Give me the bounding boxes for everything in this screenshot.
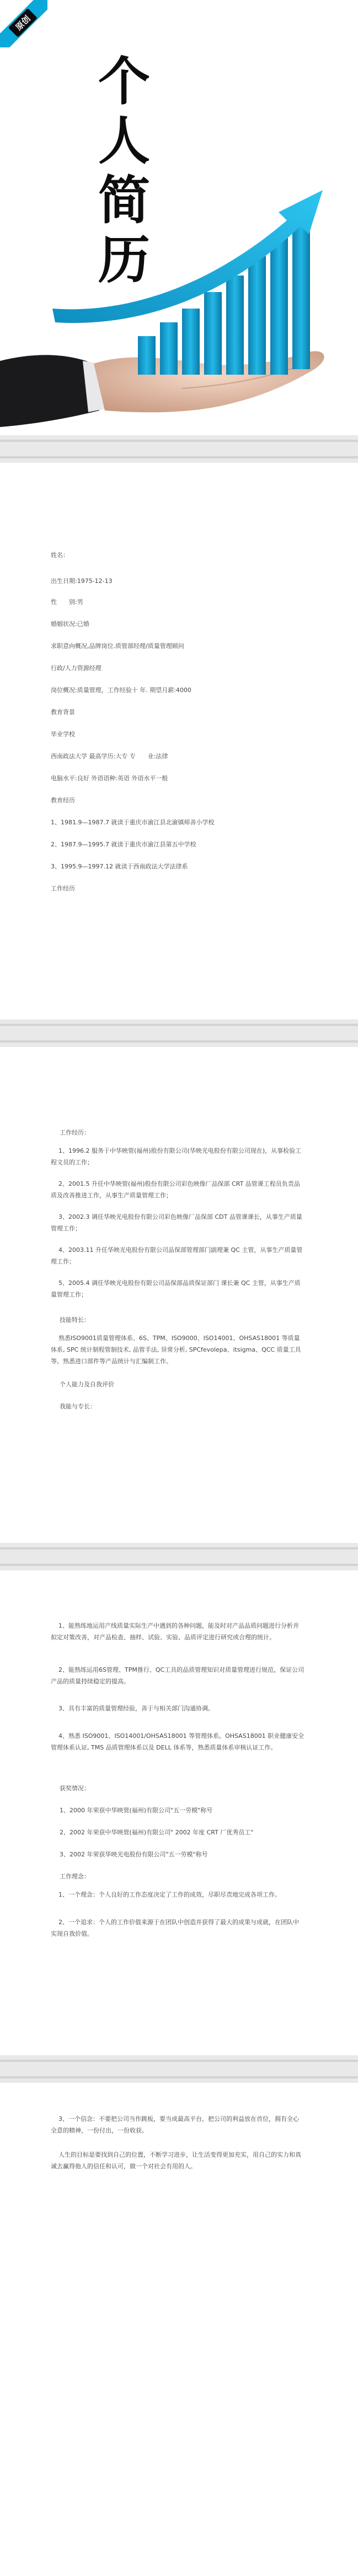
strengths-label: 我能与专长： — [60, 1403, 96, 1410]
computer-language: 电脑水平:良好 外语语种:英语 外语水平一般 — [51, 775, 168, 782]
ability-item-1: 1、能熟练地运用产线质量实际生产中遇到的各种问题，能及时对产品品质问题进行分析并拟定对策改善，对产品检查、抽样、试验、实验、品质评定进行研究或合理的统计。 — [51, 1622, 299, 1641]
philosophy-item-2: 2、一个追求：个人的工作价值来源于在团队中创造并获得了最大的成果与成就，在团队中实现自我价值。 — [51, 1919, 299, 1937]
cover-page — [0, 0, 358, 435]
work-item-3: 3、2002.3 调任华映光电股份有限公司彩色映像厂品保部 CDT 品管课课长，从事生产质量管理工作； — [51, 1213, 302, 1232]
name-label: 姓名： — [51, 552, 69, 559]
awards-heading: 获奖情况： — [60, 1785, 90, 1792]
philosophy-item-1: 1、一个理念：个人良好的工作态度决定了工作的成效，尽职尽责地完成各项工作。 — [58, 1891, 281, 1898]
abilities-page — [0, 1570, 358, 2055]
birth-date: 出生日期:1975-12-13 — [51, 577, 113, 585]
work-heading: 工作经历： — [60, 1129, 90, 1136]
gender: 性 别:男 — [51, 598, 83, 606]
job-intent: 求职意向概况,品牌岗位.质管部经理/质量管理顾问 — [51, 642, 184, 650]
skills-heading: 技能特长： — [60, 1316, 90, 1324]
ability-item-4: 4、熟悉 ISO9001、ISO14001/OHSAS18001 等管理体系。OHSAS18001 职业健康安全管理体系认证, TMS 品质管理体系以及 DELL 体系等，熟悉质量体系审核认证工作。 — [51, 1732, 304, 1751]
title-char-4: 历 — [98, 230, 150, 290]
education-heading: 教育背景 — [51, 709, 75, 716]
hand-chart-illustration — [0, 0, 358, 435]
work-item-4: 4、2003.11 升任华映光电股份有限公司品保部管理部门副理兼 QC 主管，从事生产质量管理工作； — [51, 1246, 303, 1265]
work-item-1: 1、1996.2 服务于中华映管(福州)股份有限公司(华映光电股份有限公司现在)，从事检验工程文员的工作； — [51, 1147, 302, 1166]
basic-info-page — [0, 463, 358, 1019]
ability-item-2: 2、能熟练运用6S管理、TPM推行、QC工具的品质管理知识对质量管理进行规范，保证公司产品的质量持续稳定的提高。 — [51, 1666, 304, 1685]
work-history-heading: 工作经历 — [51, 885, 75, 892]
school-heading: 毕业学校 — [51, 731, 75, 738]
ability-item-3: 3、具有丰富的质量管理经验，善于与相关部门沟通协调。 — [58, 1705, 214, 1712]
work-history-page — [0, 1047, 358, 1543]
edu-item-2: 2、1987.9—1995.7 就读于重庆市渝江县第五中学校 — [51, 841, 196, 848]
page-separator — [0, 1543, 358, 1570]
award-item-1: 1、2000 年荣获中华映管(福州)有限公司"五一劳模"称号 — [60, 1807, 213, 1814]
work-item-5: 5、2005.4 调任华映光电股份有限公司品保部品质保证部门 课长兼 QC 主管，从事生产质量管理工作； — [51, 1279, 301, 1298]
edu-item-3: 3、1995.9—1997.12 就读于西南政法大学法律系 — [51, 863, 188, 870]
marital-status: 婚姻状况:已婚 — [51, 620, 89, 628]
page-separator — [0, 1019, 358, 1047]
title-char-1: 个 — [98, 52, 150, 112]
belief-item-3: 3、一个信念：不要把公司当作跳板，要当成最高平台，把公司的利益放在首位，拥有全心全意的精神，一份付出，一份收获。 — [51, 2115, 299, 2134]
skills-text: 熟悉ISO9001质量管理体系、6S、TPM、ISO9000、ISO14001、OHSAS18001 等质量体系, SPC 统计制程管制技术, 品管手法, 异常分析, SPCfevolepa、itsigma、QCC 质量工具等。熟悉进口部件等产品统计与汇编制工作。 — [51, 1335, 301, 1365]
page-separator — [0, 435, 358, 463]
title-char-2: 人 — [98, 111, 150, 171]
award-item-3: 3、2002 年荣获华映光电股份有限公司"五一劳模"称号 — [60, 1851, 208, 1858]
page-separator — [0, 2055, 358, 2083]
philosophy-heading: 工作理念： — [60, 1873, 90, 1880]
job-intent-2: 行政/人力资源经理 — [51, 665, 101, 672]
award-item-2: 2、2002 年荣获中华映管(福州)有限公司" 2002 年度 CRT 厂优秀员工" — [60, 1829, 254, 1836]
title-char-3: 简 — [98, 171, 150, 231]
edu-history-heading: 教育经历 — [51, 797, 75, 804]
self-eval-heading: 个人能力及自我评价 — [60, 1381, 114, 1388]
school-info: 西南政法大学 最高学历:大专 专 业:法律 — [51, 753, 168, 760]
position-summary: 岗位概况:质量管理，工作经验十 年. 期望月薪:4000 — [51, 687, 191, 694]
suit-sleeve — [0, 355, 105, 427]
life-goal-text: 人生的目标是要找到自己的位置，不断学习进步，让生活变得更加充实，用自己的实力和真诚去赢得他人的信任和认可，做一个对社会有用的人。 — [51, 2151, 301, 2170]
edu-item-1: 1、1981.9—1987.7 就读于重庆市渝江县北渝镇师善小学校 — [51, 819, 215, 826]
badge-label: 原创 — [8, 8, 37, 37]
work-item-2: 2、2001.5 升任中华映管(福州)股份有限公司彩色映像厂品保部 CRT 品管课工程员负责品质及改善推进工作，从事生产质量管理工作； — [51, 1180, 300, 1199]
beliefs-page — [0, 2083, 358, 2576]
